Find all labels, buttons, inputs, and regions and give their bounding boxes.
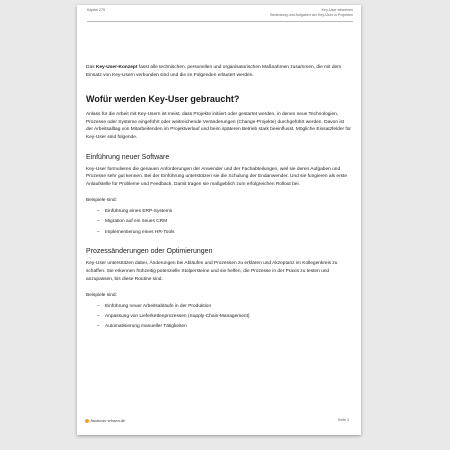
- section3-paragraph: Key-User unterstützen dabei, Änderungen bei Abläufen und Prozessen zu erklären und Akzeptanz im Kollegenkreis zu schaffen. Sie erkennen frühzeitig potenzielle Stolpersteine und sie helfen, die Prozesse in der Praxis zu testen und anzupassen, bis diese Routine sind.: [86, 261, 338, 282]
- list-item: – Einführung eines ERP-Systems: [97, 208, 173, 214]
- page-footer: [77, 415, 361, 435]
- list-item: – Anpassung von Lieferkettenprozessen (Supply-Chain-Management): [97, 314, 250, 320]
- examples-list-process: [86, 303, 352, 331]
- header-title-line2: Bedeutung und Aufgaben der Key-User in Projekten: [270, 13, 353, 17]
- header-title: [270, 8, 353, 18]
- document-page: [77, 5, 361, 435]
- header-title-line1: Key-User einsetzen: [321, 8, 353, 12]
- list-item: – Implementierung eines HR-Tools: [97, 229, 175, 235]
- subheading-process: Prozessänderungen oder Optimierungen: [86, 248, 213, 256]
- intro-bold-term: Key-User-Konzept: [95, 65, 138, 70]
- examples-label: Beispiele sind:: [86, 198, 117, 204]
- subheading-software: Einführung neuer Software: [86, 153, 170, 161]
- section1-paragraph: Anlass für die Arbeit mit Key-Usern ist meist, dass Projekte initiiert oder gestartet werden, in denen neue Technologien, Prozesse oder Systeme eingeführt oder weitreichende Veränderungen (Change-Projekte) durchgeführt werden. Davon ist der Arbeitsalltag von Mitarbeitenden im Projektverlauf und beim späteren Betrieb stark beeinflusst. Mögliche Einsatzfelder für Key-User sind folgende.: [86, 112, 352, 140]
- section2-paragraph: Key-User formulieren die genauen Anforderungen der Anwender und der Fachabteilungen, weil sie deren Aufgaben und Prozesse sehr gut kennen. Bei der Einführung unterstützen sie die Schulung der Endanwender. Und sie fungieren als erste Anlaufstelle für Probleme und Feedback. Damit tragen sie maßgeblich zum erfolgreichen Rollout bei.: [86, 166, 348, 187]
- section-heading-main: Wofür werden Key-User gebraucht?: [86, 94, 240, 105]
- examples-list-software: [86, 208, 352, 236]
- examples-label: Beispiele sind:: [86, 293, 117, 299]
- intro-paragraph: Das Key-User-Konzept fasst alle technischen, personellen und organisatorischen Maßnahmen zusammen, die mit dem Einsatz von Key-Usern verbunden sind und die im Folgenden erläutert werden.: [86, 65, 342, 78]
- page-number: Seite 3: [337, 418, 349, 422]
- chapter-label: Kapitel 275: [87, 8, 105, 12]
- list-item: – Migration auf ein neues CRM: [97, 219, 168, 225]
- list-item: – Automatisierung manueller Tätigkeiten: [97, 324, 187, 330]
- page-body: [86, 30, 352, 334]
- page-header: [87, 7, 353, 22]
- brand-logo: business-wissen.de: [85, 418, 125, 423]
- logo-dot-icon: [85, 419, 89, 423]
- list-item: – Einführung neuer Arbeitsabläufe in der Produktion: [97, 303, 212, 309]
